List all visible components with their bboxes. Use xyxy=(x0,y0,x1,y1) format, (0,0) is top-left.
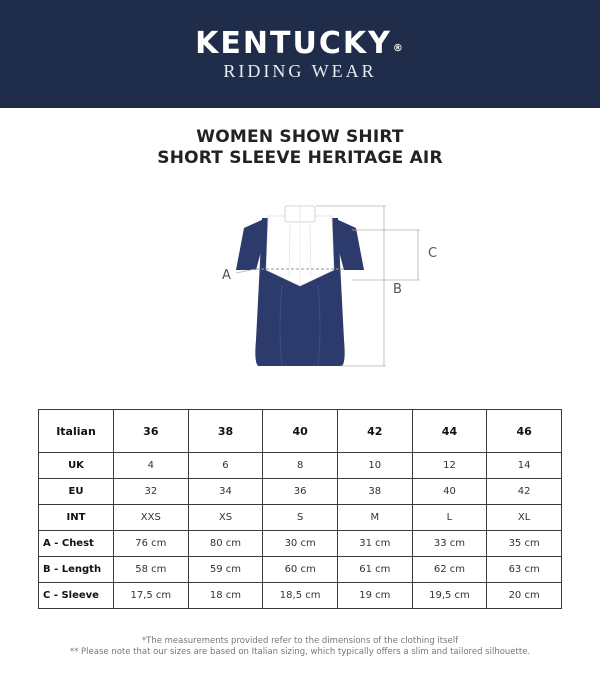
table-header-row xyxy=(39,410,562,453)
table-cell: 30 cm xyxy=(263,531,338,557)
table-cell: 40 xyxy=(412,479,487,505)
table-cell: 62 cm xyxy=(412,557,487,583)
brand-header xyxy=(0,0,600,108)
table-cell: 38 xyxy=(337,479,412,505)
table-cell: 19,5 cm xyxy=(412,583,487,609)
table-cell: S xyxy=(263,505,338,531)
table-cell: L xyxy=(412,505,487,531)
product-subtitle: SHORT SLEEVE HERITAGE AIR xyxy=(157,148,443,168)
table-cell: 35 cm xyxy=(487,531,562,557)
label-c: C xyxy=(428,246,438,261)
size-chart-table xyxy=(38,409,562,609)
table-cell: 10 xyxy=(337,453,412,479)
table-cell: XL xyxy=(487,505,562,531)
size-col: 46 xyxy=(487,410,562,453)
table-cell: 19 cm xyxy=(337,583,412,609)
table-cell: 32 xyxy=(114,479,189,505)
table-cell: 58 cm xyxy=(114,557,189,583)
table-row xyxy=(39,453,562,479)
table-cell: 4 xyxy=(114,453,189,479)
row-label: C - Sleeve xyxy=(39,583,114,609)
shirt-illustration xyxy=(0,190,600,380)
table-cell: 18,5 cm xyxy=(263,583,338,609)
header-label: Italian xyxy=(39,410,114,453)
table-cell: 14 xyxy=(487,453,562,479)
table-row xyxy=(39,583,562,609)
product-title: WOMEN SHOW SHIRT xyxy=(196,127,404,147)
label-a: A xyxy=(222,268,231,283)
table-cell: M xyxy=(337,505,412,531)
row-label: B - Length xyxy=(39,557,114,583)
label-b: B xyxy=(393,282,402,297)
table-row xyxy=(39,479,562,505)
table-cell: 33 cm xyxy=(412,531,487,557)
table-cell: 59 cm xyxy=(188,557,263,583)
table-cell: 17,5 cm xyxy=(114,583,189,609)
table-cell: 42 xyxy=(487,479,562,505)
table-row xyxy=(39,505,562,531)
size-col: 42 xyxy=(337,410,412,453)
table-row xyxy=(39,531,562,557)
table-cell: 63 cm xyxy=(487,557,562,583)
brand-logo xyxy=(0,26,600,61)
brand-name: KENTUCKY xyxy=(195,26,392,61)
table-cell: 36 xyxy=(263,479,338,505)
table-cell: 6 xyxy=(188,453,263,479)
size-col: 40 xyxy=(263,410,338,453)
table-cell: XS xyxy=(188,505,263,531)
table-row xyxy=(39,557,562,583)
size-col: 38 xyxy=(188,410,263,453)
table-cell: 34 xyxy=(188,479,263,505)
footnote-measurements: *The measurements provided refer to the dimensions of the clothing itself xyxy=(141,636,459,646)
table-cell: 61 cm xyxy=(337,557,412,583)
row-label: INT xyxy=(39,505,114,531)
table-cell: 31 cm xyxy=(337,531,412,557)
table-cell: 80 cm xyxy=(188,531,263,557)
size-col: 44 xyxy=(412,410,487,453)
table-cell: 76 cm xyxy=(114,531,189,557)
table-cell: 60 cm xyxy=(263,557,338,583)
row-label: EU xyxy=(39,479,114,505)
table-cell: 12 xyxy=(412,453,487,479)
table-cell: 8 xyxy=(263,453,338,479)
brand-subtitle: RIDING WEAR xyxy=(223,61,377,81)
brand-registered-mark: ® xyxy=(392,43,405,54)
table-cell: 20 cm xyxy=(487,583,562,609)
footnote-sizing: ** Please note that our sizes are based on Italian sizing, which typically offers a slim and tailored silhouette. xyxy=(69,647,531,657)
row-label: A - Chest xyxy=(39,531,114,557)
size-col: 36 xyxy=(114,410,189,453)
shirt-measurement-diagram xyxy=(0,190,600,380)
table-cell: 18 cm xyxy=(188,583,263,609)
row-label: UK xyxy=(39,453,114,479)
table-cell: XXS xyxy=(114,505,189,531)
